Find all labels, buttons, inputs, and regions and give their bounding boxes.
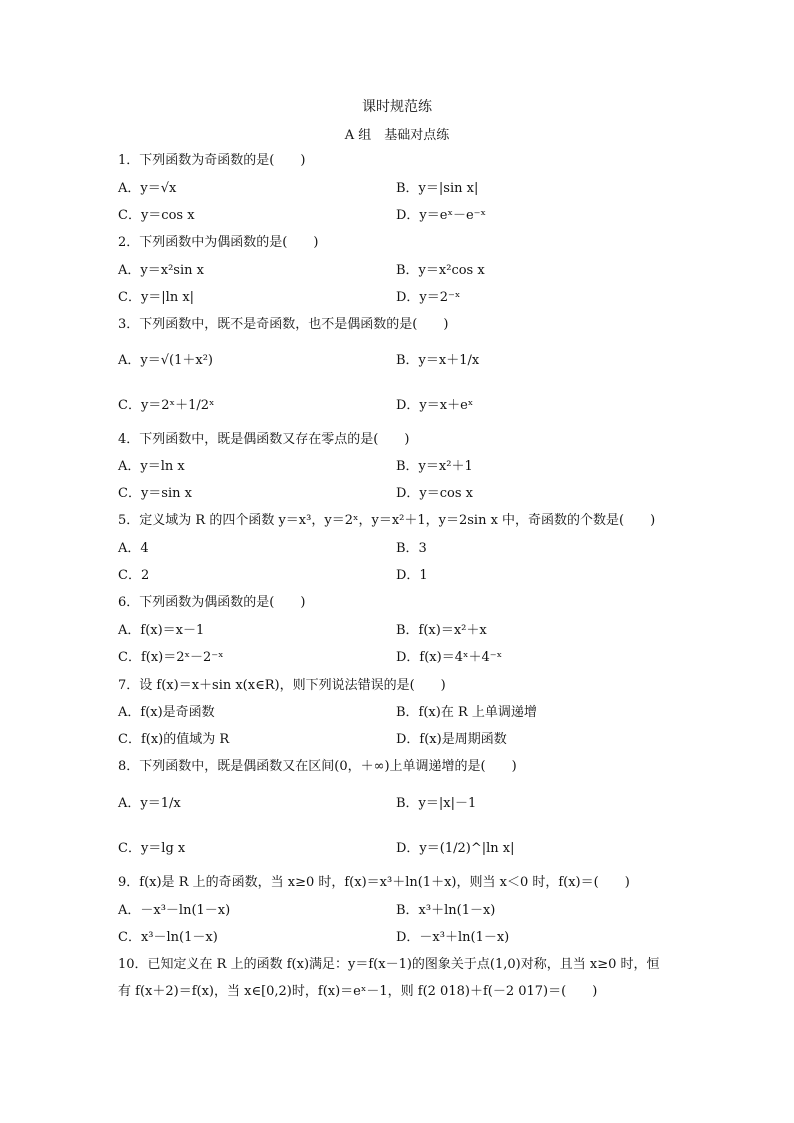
question-stem-continued: 有 f(x＋2)＝f(x)，当 x∈[0,2)时，f(x)＝eˣ－1，则 f(2 018)＋f(－2 017)＝( ) — [118, 984, 598, 999]
question-stem: 1．下列函数为奇函数的是( ) — [118, 153, 306, 168]
option-d: D．f(x)是周期函数 — [396, 732, 507, 747]
option-b: B．y＝|sin x| — [396, 181, 479, 196]
option-b: B．3 — [396, 541, 427, 556]
question-stem: 10．已知定义在 R 上的函数 f(x)满足：y＝f(x－1)的图象关于点(1,0)对称，且当 x≥0 时，恒 — [118, 957, 660, 972]
option-d: D．y＝cos x — [396, 486, 474, 501]
question-stem: 2．下列函数中为偶函数的是( ) — [118, 235, 319, 250]
option-b: B．f(x)在 R 上单调递增 — [396, 705, 537, 720]
option-a: A．y＝x²sin x — [118, 263, 204, 278]
section-title: A 组 基础对点练 — [344, 128, 450, 143]
option-c: C．x³－ln(1－x) — [118, 930, 218, 945]
option-b: B．y＝x＋1/x — [396, 353, 480, 368]
option-c: C．y＝|ln x| — [118, 290, 195, 305]
option-a: A．f(x)是奇函数 — [118, 705, 215, 720]
option-d: D．y＝(1/2)^|ln x| — [396, 841, 515, 856]
option-c: C．y＝cos x — [118, 208, 195, 223]
option-c: C．f(x)的值域为 R — [118, 732, 230, 747]
option-c: C．f(x)＝2ˣ－2⁻ˣ — [118, 650, 224, 665]
option-d: D．y＝x＋eˣ — [396, 398, 474, 413]
option-a: A．f(x)＝x－1 — [118, 623, 205, 638]
option-d: D．－x³＋ln(1－x) — [396, 930, 510, 945]
option-c: C．y＝2ˣ＋1/2ˣ — [118, 398, 215, 413]
question-stem: 6．下列函数为偶函数的是( ) — [118, 595, 306, 610]
question-stem: 3．下列函数中，既不是奇函数，也不是偶函数的是( ) — [118, 317, 449, 332]
option-d: D．y＝2⁻ˣ — [396, 290, 461, 305]
option-d: D．f(x)＝4ˣ＋4⁻ˣ — [396, 650, 503, 665]
option-a: A．y＝√(1＋x²) — [118, 353, 213, 368]
option-a: A．y＝ln x — [118, 459, 185, 474]
option-b: B．f(x)＝x²＋x — [396, 623, 487, 638]
question-stem: 7．设 f(x)＝x＋sin x(x∈R)，则下列说法错误的是( ) — [118, 678, 446, 693]
option-c: C．y＝sin x — [118, 486, 192, 501]
question-stem: 9．f(x)是 R 上的奇函数，当 x≥0 时，f(x)＝x³＋ln(1＋x)，则当 x＜0 时，f(x)＝( ) — [118, 875, 630, 890]
option-c: C．y＝lg x — [118, 841, 186, 856]
page-title: 课时规范练 — [362, 99, 432, 115]
option-c: C．2 — [118, 568, 150, 583]
option-a: A．－x³－ln(1－x) — [118, 903, 231, 918]
option-a: A．y＝√x — [118, 181, 177, 196]
option-a: A．4 — [118, 541, 149, 556]
question-stem: 5．定义域为 R 的四个函数 y＝x³，y＝2ˣ，y＝x²＋1，y＝2sin x 中，奇函数的个数是( ) — [118, 513, 656, 528]
option-b: B．x³＋ln(1－x) — [396, 903, 496, 918]
option-b: B．y＝x²＋1 — [396, 459, 473, 474]
option-b: B．y＝x²cos x — [396, 263, 485, 278]
option-d: D．y＝eˣ－e⁻ˣ — [396, 208, 487, 223]
question-stem: 8．下列函数中，既是偶函数又在区间(0，＋∞)上单调递增的是( ) — [118, 759, 517, 774]
question-stem: 4．下列函数中，既是偶函数又存在零点的是( ) — [118, 432, 410, 447]
option-a: A．y＝1/x — [118, 796, 181, 811]
option-b: B．y＝|x|－1 — [396, 796, 477, 811]
option-d: D．1 — [396, 568, 428, 583]
